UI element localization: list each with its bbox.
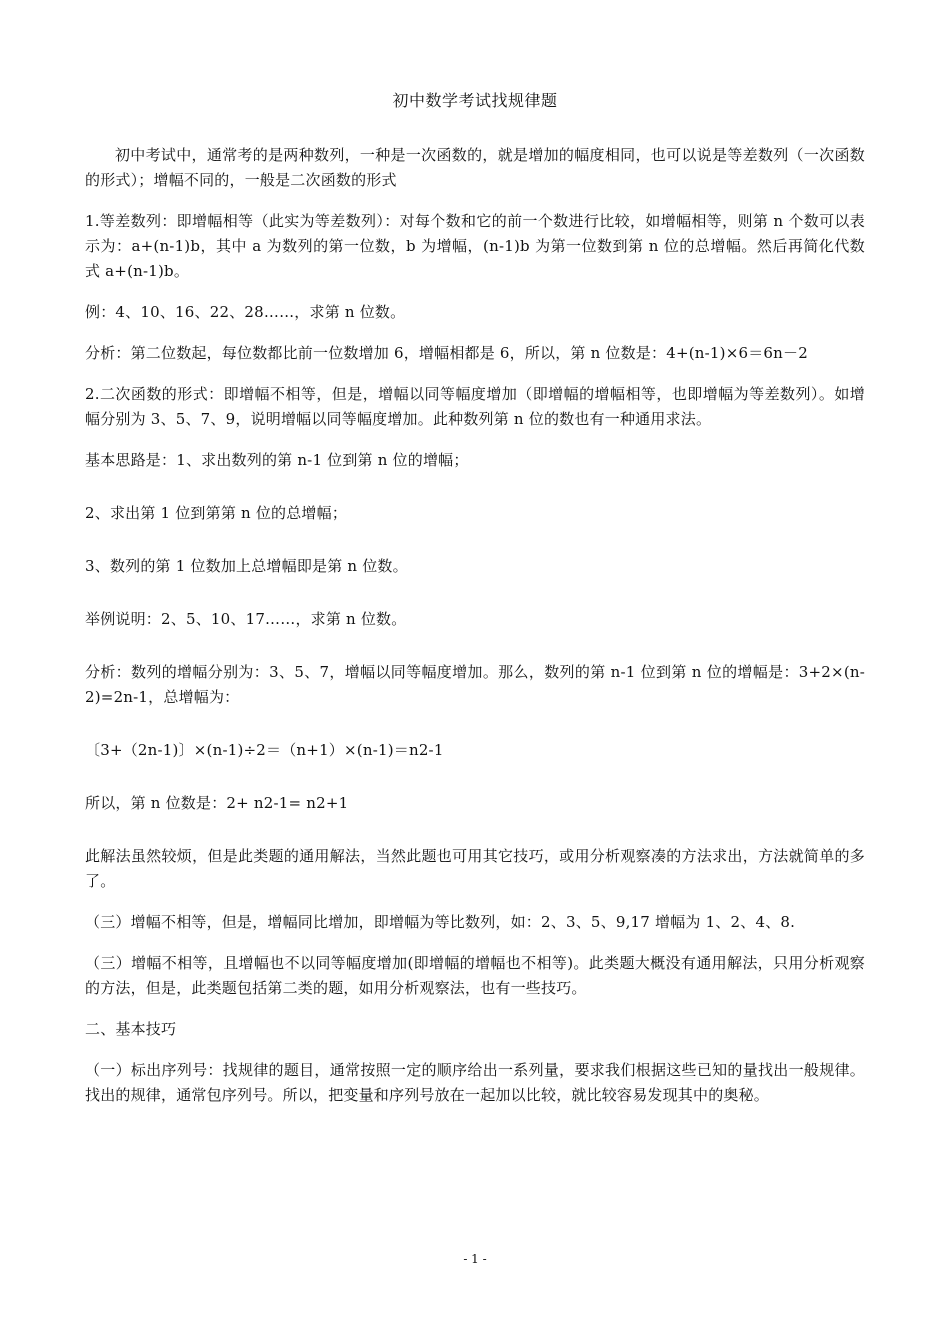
step-two-paragraph: 2、求出第 1 位到第第 n 位的总增幅； <box>85 504 348 522</box>
geometric-growth-paragraph: （三）增幅不相等，但是，增幅同比增加，即增幅为等比数列，如：2、3、5、9,17 增幅为 1、2、4、8. <box>85 913 796 931</box>
step-three-paragraph: 3、数列的第 1 位数加上总增幅即是第 n 位数。 <box>85 557 408 575</box>
irregular-growth-paragraph: （三）增幅不相等，且增幅也不以同等幅度增加(即增幅的增幅也不相等)。此类题大概没有通用解法，只用分析观察的方法，但是，此类题包括第二类的题，如用分析观察法，也有一些技巧。 <box>85 954 865 997</box>
result-paragraph: 所以，第 n 位数是：2+ n2-1= n2+1 <box>85 794 349 812</box>
document-body <box>85 143 865 1108</box>
page-number: - 1 - <box>463 1252 487 1266</box>
analysis-paragraph: 分析：第二位数起，每位数都比前一位数增加 6，增幅相都是 6，所以，第 n 位数是：4+(n-1)×6＝6n－2 <box>85 344 808 362</box>
sequence-number-paragraph: （一）标出序列号：找规律的题目，通常按照一定的顺序给出一系列量，要求我们根据这些已知的量找出一般规律。找出的规律，通常包序列号。所以，把变量和序列号放在一起加以比较，就比较容易发现其中的奥秘。 <box>85 1061 865 1104</box>
document-title: 初中数学考试找规律题 <box>392 91 558 110</box>
arithmetic-sequence-paragraph: 1.等差数列：即增幅相等（此实为等差数列）：对每个数和它的前一个数进行比较，如增幅相等，则第 n 个数可以表示为：a+(n-1)b，其中 a 为数列的第一位数，b 为增幅，(n-1)b 为第一位数到第 n 位的总增幅。然后再简化代数式 a+(n-1)b。 <box>85 212 865 280</box>
example-paragraph: 例：4、10、16、22、28……，求第 n 位数。 <box>85 303 406 321</box>
quadratic-form-paragraph: 2.二次函数的形式：即增幅不相等，但是，增幅以同等幅度增加（即增幅的增幅相等，也即增幅为等差数列）。如增幅分别为 3、5、7、9，说明增幅以同等幅度增加。此种数列第 n 位的数也有一种通用求法。 <box>85 385 865 428</box>
example-illustration-paragraph: 举例说明：2、5、10、17……，求第 n 位数。 <box>85 610 407 628</box>
section-heading-basic-skills: 二、基本技巧 <box>85 1020 177 1038</box>
method-note-paragraph: 此解法虽然较烦，但是此类题的通用解法，当然此题也可用其它技巧，或用分析观察凑的方法求出，方法就简单的多了。 <box>85 847 865 890</box>
analysis-two-paragraph: 分析：数列的增幅分别为：3、5、7，增幅以同等幅度增加。那么，数列的第 n-1 位到第 n 位的增幅是：3+2×(n-2)=2n-1，总增幅为： <box>85 663 865 706</box>
intro-paragraph: 初中考试中，通常考的是两种数列，一种是一次函数的，就是增加的幅度相同，也可以说是等差数列（一次函数的形式）；增幅不同的，一般是二次函数的形式 <box>85 146 865 189</box>
basic-idea-paragraph: 基本思路是：1、求出数列的第 n-1 位到第 n 位的增幅； <box>85 451 469 469</box>
formula-paragraph: 〔3+（2n-1)〕×(n-1)÷2＝（n+1）×(n-1)＝n2-1 <box>85 741 444 759</box>
